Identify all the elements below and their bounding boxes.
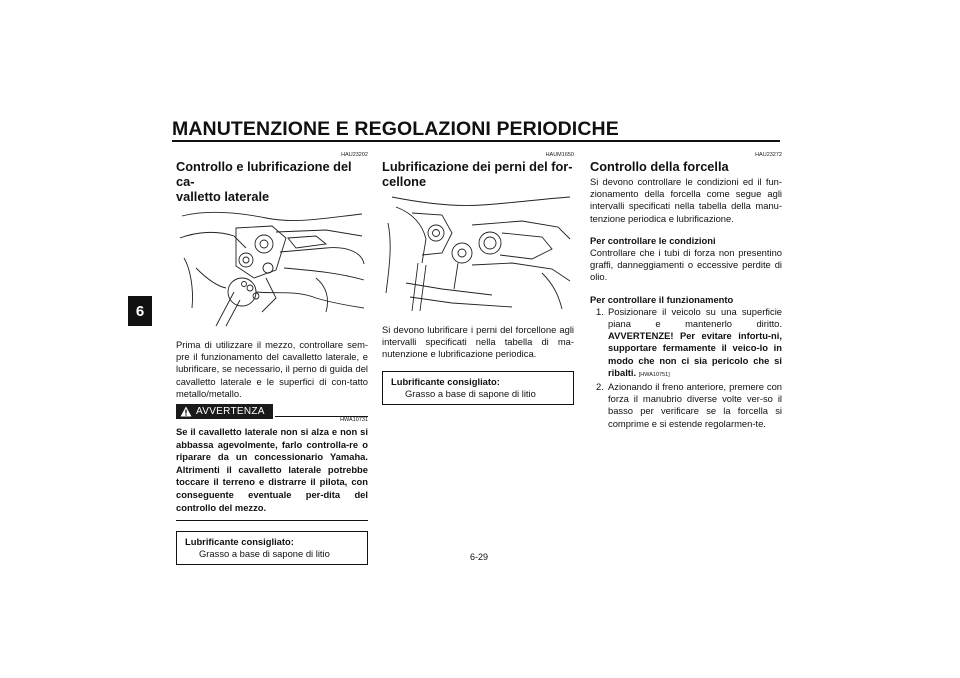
sidestand-paragraph: Prima di utilizzare il mezzo, controllare sem-pre il funzionamento del cavalletto laterale, e lubrificare, se necessario, il perno di guida del cavalletto laterale e le superfici di con-tatto metallo/metallo.	[176, 339, 368, 399]
list-item	[590, 381, 782, 430]
lubricant-box	[176, 531, 368, 565]
column-fork	[590, 148, 782, 430]
swingarm-pivot-illustration-icon	[382, 193, 574, 313]
list-number: 2.	[596, 381, 604, 393]
warning-end-rule	[176, 520, 368, 521]
column-swingarm	[382, 148, 574, 405]
step-text: Azionando il freno anteriore, premere con forza il manubrio diverse volte ver-so il basso per verificare se la forcella si comprime e si estende regolarmen-te.	[608, 381, 782, 429]
section-title-sidestand: Controllo e lubrificazione del ca- valletto laterale	[176, 159, 352, 204]
chapter-tab: 6	[128, 296, 152, 326]
column-sidestand	[176, 148, 368, 565]
function-heading: Per controllare il funzionamento	[590, 293, 734, 305]
step-warning: AVVERTENZE! Per evitare infortu-ni, supportare fermamente il veico-lo in modo che non ci sia pericolo che si ribalti.	[608, 330, 782, 378]
section-code: HAUM1650	[545, 152, 574, 158]
step-warning-code: [HWA10751]	[638, 371, 670, 378]
lubricant-title: Lubrificante consigliato:	[185, 536, 294, 548]
lubricant-value: Grasso a base di sapone di litio	[405, 387, 536, 399]
swingarm-paragraph: Si devono lubrificare i perni del forcellone agli intervalli specificati nella tabella di ma-nutenzione e lubrificazione periodica.	[382, 324, 574, 360]
page-number: 6-29	[470, 552, 489, 562]
warning-text: Se il cavalletto laterale non si alza e non si abbassa agevolmente, farlo controlla-re o riparare da un concessionario Yamaha. Altrimenti il cavalletto laterale potrebbe toccare il terreno e distrarre il pilota, con conseguente eventuale per-dita del controllo del mezzo.	[176, 426, 368, 513]
list-number: 1.	[596, 305, 604, 317]
list-body	[608, 306, 782, 381]
page-title: MANUTENZIONE E REGOLAZIONI PERIODICHE	[172, 118, 619, 140]
lubricant-value: Grasso a base di sapone di litio	[199, 548, 330, 560]
header-rule	[172, 140, 780, 142]
condition-text: Controllare che i tubi di forza non presentino graffi, danneggiamenti o eccessive perdite di olio.	[590, 247, 782, 283]
list-item	[590, 306, 782, 381]
section-code: HAU23272	[755, 152, 782, 158]
warning-badge	[176, 404, 273, 419]
section-title-fork: Controllo della forcella	[590, 159, 729, 174]
section-code: HAU23202	[341, 152, 368, 158]
motorcycle-sidestand-illustration-icon	[176, 208, 368, 328]
warning-triangle-icon	[180, 406, 192, 417]
section-title-swingarm: Lubrificazione dei perni del for- cellone	[382, 159, 573, 189]
lubricant-title: Lubrificante consigliato:	[391, 375, 500, 387]
warning-code: HWA10731	[340, 417, 368, 424]
fork-intro: Si devono controllare le condizioni ed il fun-zionamento della forcella come segue agli intervalli specificati nella tabella della manu-tenzione periodica e lubrificazione.	[590, 176, 782, 224]
lubricant-box	[382, 371, 574, 405]
condition-heading: Per controllare le condizioni	[590, 234, 716, 246]
warning-label: AVVERTENZA	[196, 406, 265, 418]
step-text: Posizionare il veicolo su una superficie piana e mantenerlo diritto.	[608, 305, 782, 330]
